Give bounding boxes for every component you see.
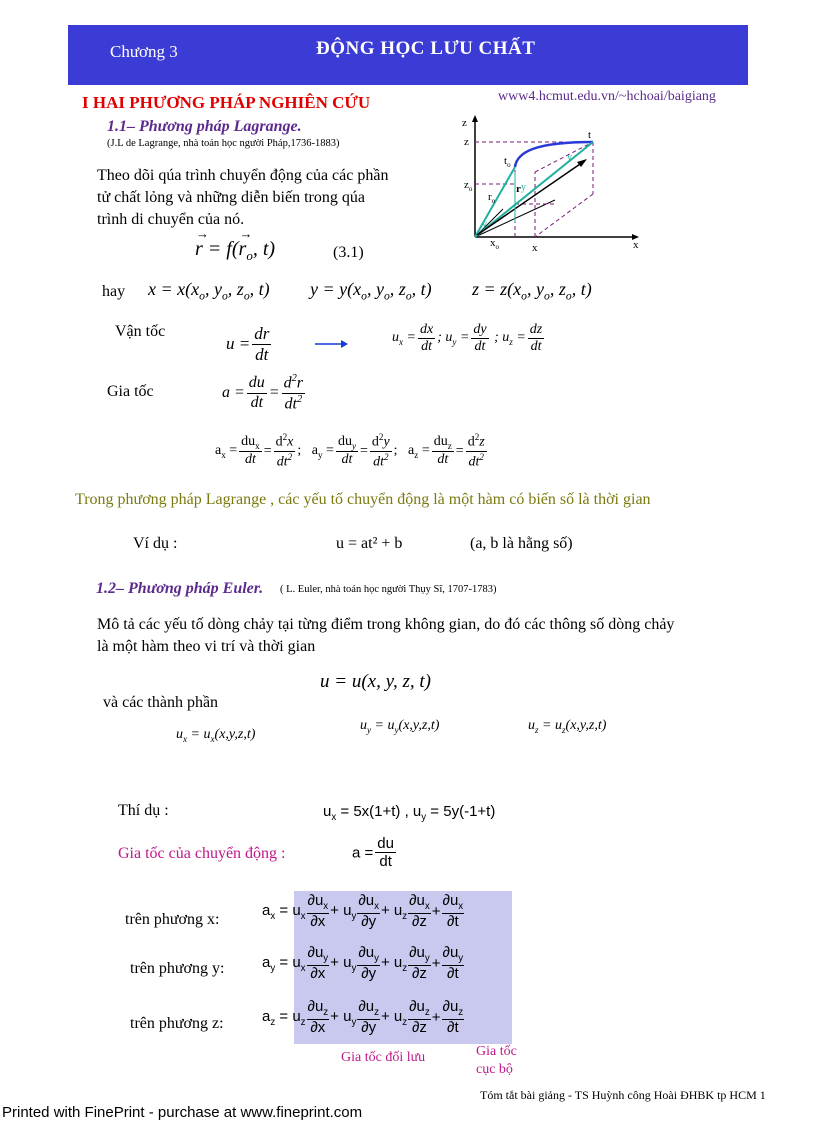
x-tick-label: x [532,242,538,254]
equation-number: (3.1) [333,244,364,261]
lagrange-heading: 1.1– Phương pháp Lagrange. [107,118,302,135]
t-label: t [588,129,592,141]
accel-motion-equation: a = $\frac{du}{dt}$ [352,835,394,871]
lagrange-summary: Trong phương pháp Lagrange , các yếu tố chuyển động là một hàm có biến số là thời gian [75,491,651,508]
ro-label: $r_o$ [488,191,496,205]
to-label: $t_o$ [504,155,511,169]
section-heading: I HAI PHƯƠNG PHÁP NGHIÊN CỨU [82,93,371,112]
source-url[interactable]: www4.hcmut.edu.vn/~hchoai/baigiang [498,89,716,104]
fineprint-banner[interactable]: Printed with FinePrint - purchase at www.fineprint.com [2,1104,363,1121]
local-accel-label: Gia tốc cục bộ [476,1044,517,1077]
direction-y-label: trên phương y: [130,960,225,977]
convective-label: Gia tốc đối lưu [341,1050,426,1065]
ay-equation: $a_y = u_x$ $\frac{\partial u_y}{\partial x}$ + $u_y$ $\frac{\partial u_y}{\partial y}$ + $u_z$ $\frac{\partial u_y}{\partial z}$ + $\frac{\partial u_y}{\partial t}$ [262,944,464,982]
z-equation: $z = z(x_o$, $y_o$, $z_o$, t) [472,279,592,303]
uy-equation: $u_y = u_y(x,y,z,t)$ [360,718,440,735]
ux-equation: $u_x = u_x(x,y,z,t)$ [176,727,256,744]
example-equation: u = at² + b [336,535,403,552]
y-label-1: y [482,219,487,230]
velocity-field-equation: u = u(x, y, z, t) [320,671,431,692]
example-note: (a, b là hằng số) [470,535,573,552]
chapter-label: Chương 3 [110,42,178,61]
thi-du-equation: $u_x = 5x(1+t)$ , $u_y = 5y(-1+t)$ [323,803,496,823]
x-axis-label: x [633,239,639,251]
example-label: Ví dụ : [133,535,178,552]
acceleration-label: Gia tốc [107,383,154,400]
footer-credit: Tóm tắt bài giảng - TS Huỳnh công Hoài ĐHBK tp HCM 1 [480,1088,766,1102]
accel-motion-label: Gia tốc của chuyển động : [118,845,286,862]
z-axis-label: z [462,117,467,129]
uz-equation: $u_z = u_z(x,y,z,t)$ [528,718,607,735]
position-equation: r → = f(r → $_o$, t) [195,226,276,263]
acceleration-equation: a = $\frac{du}{dt}$ = $\frac{d^2r}{dt^2}$ [222,373,304,413]
lagrange-paragraph: Theo dõi qúa trình chuyển động của các phần tử chất lỏng và những diễn biến trong qúa trình di chuyển của nó. [97,167,389,228]
euler-paragraph-1: Mô tả các yếu tố dòng chảy tại từng điểm trong không gian, do đó các thông số dòng chảy [97,616,675,633]
hay-label: hay [102,283,126,300]
trajectory-diagram [455,112,655,257]
arrow-icon [315,338,349,350]
y-equation: $y = y(x_o$, $y_o$, $z_o$, t) [310,279,432,303]
euler-paragraph-2: là một hàm theo vi trí và thời gian [97,638,316,655]
page-title: ĐỘNG HỌC LƯU CHẤT [316,38,536,59]
velocity-label: Vận tốc [115,323,166,340]
ax-equation: $a_x = u_x$ $\frac{\partial u_x}{\partial x}$ + $u_y$ $\frac{\partial u_x}{\partial y}$ + $u_z$ $\frac{\partial u_x}{\partial z}$ + $\frac{\partial u_x}{\partial t}$ [262,892,464,930]
y-label-2: y [521,182,526,193]
acceleration-components: $a_x$ = $\frac{du_x}{dt}$ = $\frac{d^2x}{dt^2}$ ; $a_y$ = $\frac{du_y}{dt}$ = $\frac{d^2y}{dt^2}$ ; $a_z$ = $\frac{du_z}{dt}$ = $\frac{d^2z}{dt^2}$ [215,432,485,470]
y-label-3: y [567,152,572,163]
zo-label: $z_o$ [464,179,473,193]
euler-note: ( L. Euler, nhà toán học người Thụy Sĩ, 1707-1783) [280,584,497,595]
thi-du-label: Thí dụ : [118,802,169,819]
velocity-equation: u = $\frac{dr}{dt}$ [226,324,270,364]
direction-x-label: trên phương x: [125,911,220,928]
r-label: r [516,183,521,195]
direction-z-label: trên phương z: [130,1015,224,1032]
az-equation: $a_z = u_z$ $\frac{\partial u_z}{\partial x}$ + $u_y$ $\frac{\partial u_z}{\partial y}$ + $u_z$ $\frac{\partial u_z}{\partial z}$ + $\frac{\partial u_z}{\partial t}$ [262,998,464,1036]
header-banner [68,25,748,85]
x-equation: $x = x(x_o$, $y_o$, $z_o$, t) [148,279,270,303]
z-tick-label: z [464,136,469,148]
euler-heading: 1.2– Phương pháp Euler. [96,580,264,597]
lagrange-note: (J.L de Lagrange, nhà toán học người Pháp,1736-1883) [107,138,340,149]
velocity-components: $u_x$ = $\frac{dx}{dt}$ ; $u_y$ = $\frac{dy}{dt}$ ; $u_z$ = $\frac{dz}{dt}$ [392,322,543,355]
xo-label: $x_o$ [490,237,499,251]
components-label: và các thành phần [103,694,219,711]
